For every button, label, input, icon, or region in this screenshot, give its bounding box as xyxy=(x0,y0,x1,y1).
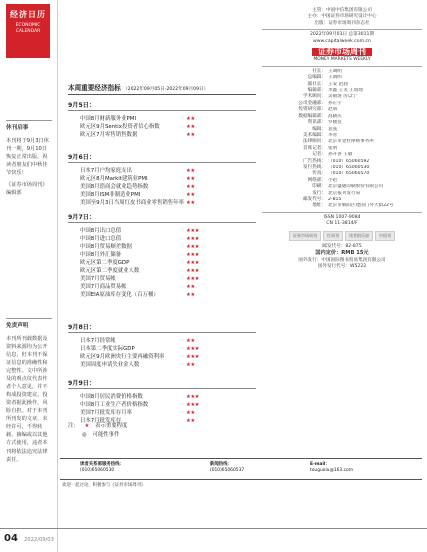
partner-logo: 读者俱乐部 xyxy=(345,231,373,241)
staff-value: （010）65060592 xyxy=(328,158,370,164)
staff-list xyxy=(262,69,422,210)
staff-value: 孙正宇 xyxy=(328,100,342,106)
calendar-legend xyxy=(68,422,127,440)
importance-stars: ★★ xyxy=(186,284,195,290)
day-heading: 9月5日： xyxy=(68,100,256,111)
masthead-divider xyxy=(262,29,422,30)
importance-stars: ★★ xyxy=(186,116,195,122)
event-name: 中国8月工业生产者价格指数 xyxy=(80,402,149,408)
importance-stars: ★★ xyxy=(186,124,195,130)
day-block xyxy=(68,322,256,369)
importance-stars: ★★★ xyxy=(186,252,199,258)
staff-value: （010）65060570 xyxy=(328,171,370,177)
event-name: 中国8月居民消费价格指数 xyxy=(80,394,143,400)
staff-role: 总编辑： xyxy=(307,75,326,81)
calendar-event xyxy=(68,251,256,259)
calendar-event xyxy=(68,167,256,175)
badge-cn: 经济日历 xyxy=(10,10,46,19)
calendar-event xyxy=(68,353,256,361)
event-name: 中国8月贸易顺差数据 xyxy=(80,244,132,250)
calendar-event xyxy=(68,259,256,267)
importance-stars: ★★★ xyxy=(186,244,199,250)
calendar-event xyxy=(68,401,256,409)
calendar-event xyxy=(68,243,256,251)
foreign-distribution: 国外发行：中国国际图书贸易集团有限公司 xyxy=(298,257,386,263)
calendar-event xyxy=(68,235,256,243)
day-heading: 9月9日： xyxy=(68,378,256,389)
event-name: 欧元区7月零售销售数据 xyxy=(80,132,138,138)
issn: ISSN 1007-9084 xyxy=(323,214,361,220)
calendar-event xyxy=(68,409,256,417)
legend-star-icon: ★ xyxy=(84,423,90,429)
staff-value: 李鑫 王炎 王瑞琦 xyxy=(328,88,364,94)
sponsor: 主管：中国中信集团有限公司 xyxy=(312,8,372,13)
event-name: 美国7月商品贸易帐 xyxy=(80,284,127,290)
issue-info: 2022年09月03日 总第3011期 xyxy=(309,32,375,38)
staff-role: 首席记者： xyxy=(303,145,326,151)
calendar-event xyxy=(68,175,256,183)
importance-stars: ★★★ xyxy=(186,354,199,360)
importance-stars: ★★ xyxy=(186,132,195,138)
economic-calendar xyxy=(68,82,256,438)
staff-role: 法律顾问： xyxy=(303,139,326,145)
staff-role: 地址： xyxy=(312,203,326,209)
calendar-event xyxy=(68,183,256,191)
calendar-event xyxy=(68,115,256,123)
suspension-notice-sign: 《证券市场周刊》编辑部 xyxy=(6,181,48,197)
staff-role: 编辑部： xyxy=(307,88,326,94)
staff-value: 高晓庆 xyxy=(328,113,342,119)
masthead-divider xyxy=(262,212,422,213)
price-code: 邮发代号：82-875 xyxy=(322,244,362,249)
left-strip xyxy=(0,0,58,552)
staff-role: 发行： xyxy=(312,190,326,196)
partner-logo: 红周刊 xyxy=(323,231,343,241)
economic-calendar-badge xyxy=(6,4,50,58)
staff-role: 邮发代号： xyxy=(303,196,326,202)
event-name: 美国8月ISM非制造业PMI xyxy=(80,192,141,198)
importance-stars: ★★ xyxy=(186,184,195,190)
disclaimer xyxy=(6,322,52,464)
event-name: 日本7月批发库存 xyxy=(80,418,122,424)
legend-dot-text: 可能性事件 xyxy=(92,432,120,438)
importance-stars: ★★★ xyxy=(186,236,199,242)
staff-role: 广告热线： xyxy=(303,158,326,164)
importance-stars: ★★ xyxy=(186,338,195,344)
foreign-code: 国外发行代号：W5222 xyxy=(317,264,367,270)
contact-news-hotline xyxy=(210,462,244,474)
importance-stars: ★★★ xyxy=(186,268,199,274)
contact-label: 新闻热线： xyxy=(210,462,232,467)
importance-stars: ★★ xyxy=(186,192,195,198)
staff-value: 北京市金杜律师事务所 xyxy=(328,139,374,145)
event-name: 美国8月谘商会就业趋势指数 xyxy=(80,184,149,190)
day-block xyxy=(68,152,256,207)
event-name: 中国8月出口总值 xyxy=(80,228,122,234)
suspension-notice-title: 休刊启事 xyxy=(6,125,29,131)
disclaimer-body: 本刊所刊载数据及资料来源均为公开信息，但本刊不保证信息的准确性和完整性。文中所涉及的观点仅代表作者个人意见，并不构成投资建议。投资者据此操作，风险自担。对于本刊所刊发的文章，未经许可，不得转载、摘编或以其他方式使用，违者本刊将依法追究法律责任。 xyxy=(6,335,48,463)
masthead-subtitle: MONEY MARKETS WEEKLY xyxy=(313,57,371,63)
importance-stars: ★★ xyxy=(186,418,195,424)
staff-role: 美术编辑： xyxy=(303,132,326,138)
staff-role: 编辑： xyxy=(312,126,326,132)
calendar-event xyxy=(68,345,256,353)
suspension-notice xyxy=(6,124,52,197)
staff-value: 罗晓仪 xyxy=(328,120,342,126)
contact-value: (010)65060530 xyxy=(80,468,115,473)
contact-reader-service xyxy=(80,462,124,474)
importance-stars: ★★★ xyxy=(186,402,199,408)
calendar-event xyxy=(68,393,256,401)
staff-role: 社长： xyxy=(312,68,326,74)
importance-stars: ★★★ xyxy=(186,260,199,266)
staff-value: 小赵 xyxy=(328,177,338,183)
staff-value: 张明 xyxy=(328,145,338,151)
staff-value: 王调明 xyxy=(328,75,342,81)
day-heading: 9月8日： xyxy=(68,322,256,333)
calendar-event xyxy=(68,199,256,207)
event-name: 欧元区第二季度GDP xyxy=(80,260,130,266)
importance-stars: ★★★ xyxy=(186,346,199,352)
staff-value: 孙开喜 王敏 xyxy=(328,152,353,158)
calendar-title xyxy=(68,82,256,95)
page-date: 2022/09/03 xyxy=(24,537,54,543)
day-heading: 9月6日： xyxy=(68,152,256,163)
day-block xyxy=(68,378,256,425)
price: 国内定价：RMB 15元 xyxy=(315,250,369,257)
contact-value: (010)65060537 xyxy=(210,468,245,473)
staff-role: 资讯部： xyxy=(307,120,326,126)
disclaimer-title: 免责声明 xyxy=(6,323,29,329)
staff-value: 北京盛通印刷股份有限公司 xyxy=(328,184,384,190)
legend-dot-icon: ◎ xyxy=(82,432,87,438)
contacts-note: 欢迎一起讨论，积极参与《证券市场周刊》 xyxy=(62,483,146,488)
staff-role: 印刷： xyxy=(312,184,326,190)
calendar-event xyxy=(68,361,256,369)
page-footer xyxy=(0,528,427,552)
suspension-notice-body: 本刊将于9月3日休刊一期，9月10日恢复正常出版。祝读者朋友们中秋佳节快乐！ xyxy=(6,137,49,176)
event-name: 日本第二季度实际GDP xyxy=(80,346,135,352)
price-box xyxy=(262,244,422,271)
staff-value: 北京市朝阳区建国门外大街22号 xyxy=(328,203,394,209)
event-name: 美国7月贸易帐 xyxy=(80,276,116,282)
legend-row-star xyxy=(68,422,127,431)
legend-star-text: 表示重要程度 xyxy=(95,423,128,429)
staff-role: 公司金融部： xyxy=(298,100,326,106)
calendar-event xyxy=(68,337,256,345)
calendar-event xyxy=(68,131,256,139)
day-block xyxy=(68,212,256,299)
staff-role: 网络部： xyxy=(307,177,326,183)
event-name: 日本7月户均家庭支出 xyxy=(80,168,132,174)
event-name: 美国7月批发库存月率 xyxy=(80,410,132,416)
event-name: 欧元区第二季度就业人数 xyxy=(80,268,140,274)
event-name: 美国至9月3日当周红皮书商业零售销售年率 xyxy=(80,200,184,206)
staff-value: 2-815 xyxy=(328,196,342,202)
importance-stars: ★★★ xyxy=(186,276,199,282)
badge-en: ECONOMIC CALENDAR xyxy=(15,23,41,34)
importance-stars: ★★ xyxy=(186,176,195,182)
staff-value: 北京报刊发行局 xyxy=(328,190,361,196)
calendar-event xyxy=(68,275,256,283)
event-name: 中国8月外汇储备 xyxy=(80,252,122,258)
event-name: 欧元区9月Sentix投资者信心指数 xyxy=(80,124,160,130)
importance-stars: ★★ xyxy=(186,362,195,368)
staff-row xyxy=(262,203,422,209)
calendar-event xyxy=(68,227,256,235)
contact-value[interactable]: touguolu@163.com xyxy=(310,468,353,473)
importance-stars: ★★ xyxy=(186,410,195,416)
staff-role: 学术顾问： xyxy=(303,94,326,100)
staff-role: 投资研究部： xyxy=(298,107,326,113)
staff-value: 李青 xyxy=(328,132,338,138)
contact-email xyxy=(310,462,353,474)
event-name: 美国EIA原油库存变化（百万桶） xyxy=(80,292,159,298)
calendar-date-range: （2022年09月05日-2022年09月09日） xyxy=(123,87,209,92)
staff-value: 袁蔓 xyxy=(328,126,338,132)
event-name: 美国周度申请失业金人数 xyxy=(80,362,140,368)
cn-number: CN 11-3814/F xyxy=(326,221,358,227)
staff-role: 传真： xyxy=(312,171,326,177)
partner-logos xyxy=(262,231,422,241)
staff-value: 赵萌 xyxy=(328,107,338,113)
legend-prefix: 注： xyxy=(68,423,79,429)
partner-logo: 证券市场周刊 xyxy=(289,231,321,241)
staff-value: 吴敬琏 厉以宁 xyxy=(328,94,358,100)
calendar-title-text: 本周重要经济指标 xyxy=(68,84,121,92)
contacts-bar xyxy=(60,458,422,480)
calendar-event xyxy=(68,283,256,291)
side-divider xyxy=(6,318,52,319)
day-heading: 9月7日： xyxy=(68,212,256,223)
publisher: 出版：证券市场周刊杂志社 xyxy=(314,20,370,26)
event-name: 欧元区9月欧洲央行主要再融资利率 xyxy=(80,354,165,360)
partner-logo: 中国刊 xyxy=(375,231,395,241)
staff-value: 王安 赵润 xyxy=(328,81,348,87)
staff-role: 发行热线： xyxy=(303,164,326,170)
staff-role: 副社长： xyxy=(307,81,326,87)
calendar-event xyxy=(68,291,256,299)
contact-label: E-mail： xyxy=(310,462,330,467)
page-number: 04 xyxy=(4,533,18,544)
legend-row-dot xyxy=(68,431,127,440)
event-name: 中国8月财新服务业PMI xyxy=(80,116,137,122)
day-block xyxy=(68,100,256,139)
side-divider xyxy=(6,120,52,121)
masthead-divider xyxy=(262,66,422,67)
importance-stars: ★★★ xyxy=(186,228,199,234)
event-name: 中国8月进口总值 xyxy=(80,236,122,242)
staff-value: （010）65060530 xyxy=(328,164,370,170)
event-name: 日本7月经常帐 xyxy=(80,338,116,344)
masthead-column xyxy=(262,8,422,271)
calendar-event xyxy=(68,191,256,199)
staff-role: 记者： xyxy=(312,152,326,158)
importance-stars: ★★ xyxy=(186,292,195,298)
calendar-event xyxy=(68,267,256,275)
event-name: 欧元区8月Markit建筑业PMI xyxy=(80,176,148,182)
importance-stars: ★★ xyxy=(186,200,195,206)
staff-value: 王调明 xyxy=(328,68,342,74)
calendar-event xyxy=(68,123,256,131)
importance-stars: ★★ xyxy=(186,168,195,174)
staff-role: 数据编辑部： xyxy=(298,113,326,119)
masthead-title: 证券市场周刊 xyxy=(312,48,372,56)
importance-stars: ★★★ xyxy=(186,394,199,400)
host: 主办：中国证券市场研究设计中心 xyxy=(307,14,377,20)
masthead-logo xyxy=(262,48,422,64)
contact-label: 读者关系部服务热线： xyxy=(80,462,124,467)
website[interactable]: www.capitalweek.com.cn xyxy=(313,38,371,44)
